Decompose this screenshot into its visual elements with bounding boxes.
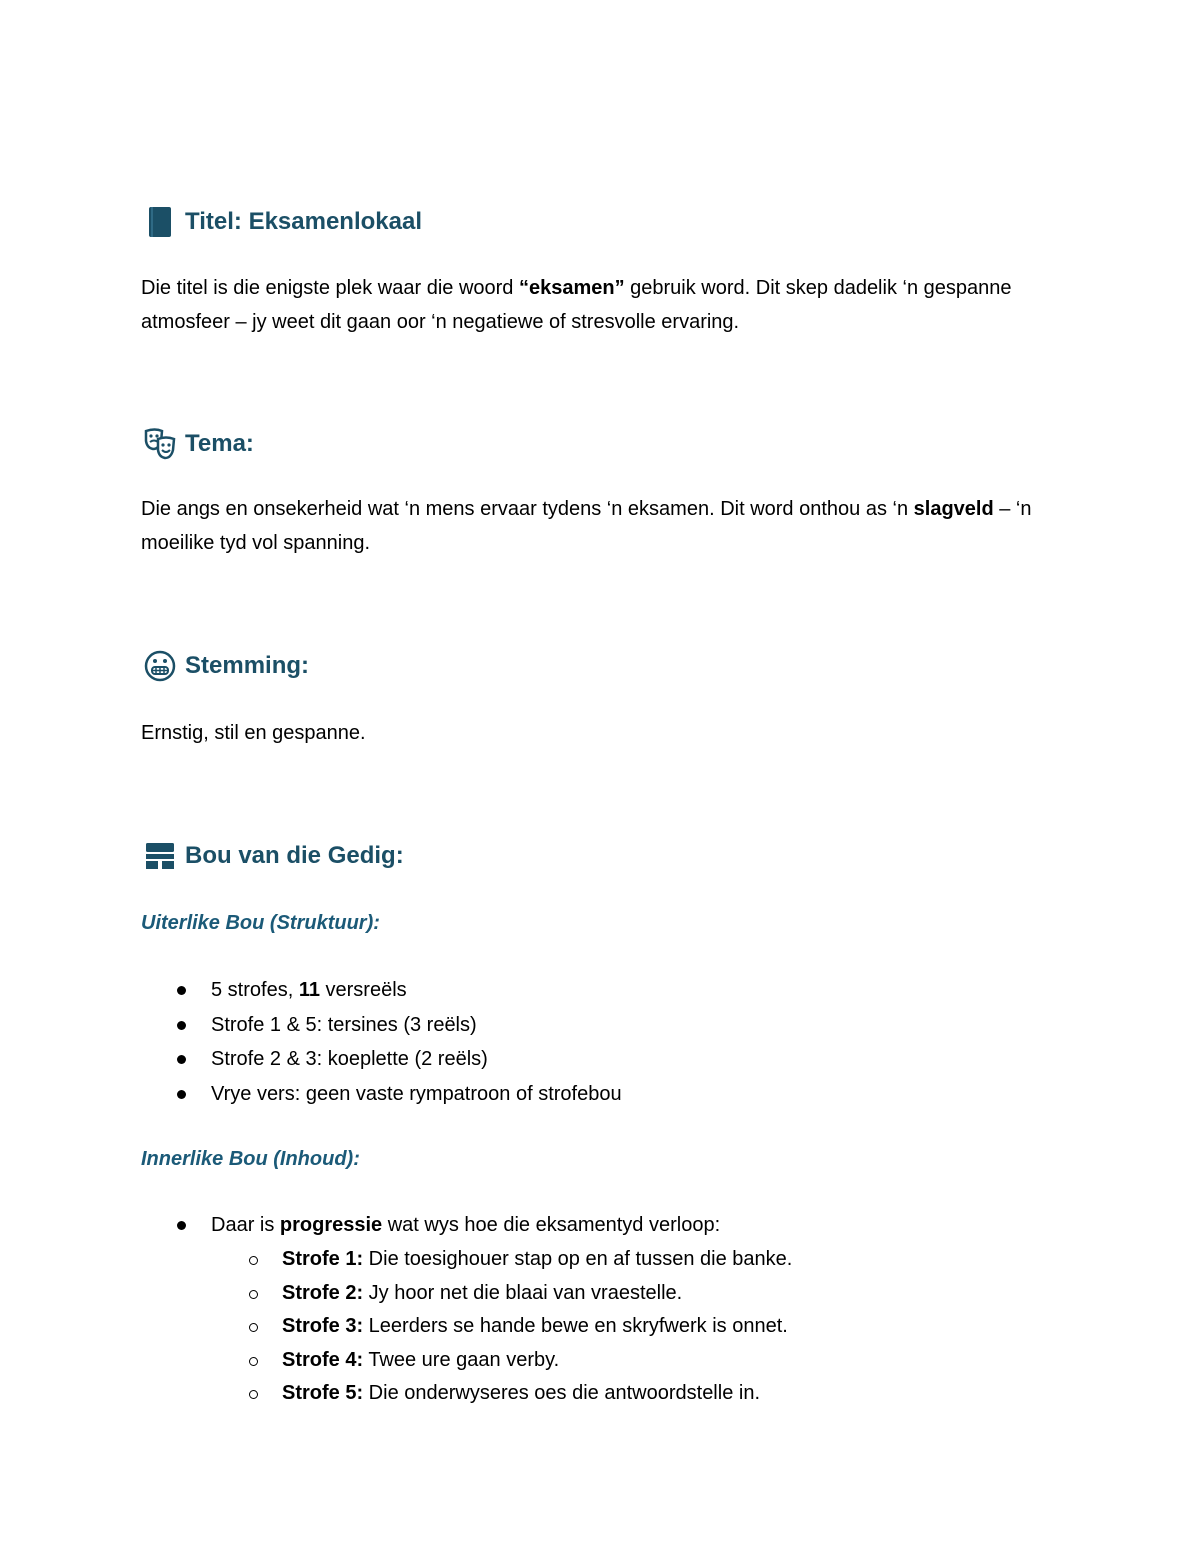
heading-tema — [143, 427, 254, 461]
list-item: Strofe 1 & 5: tersines (3 reëls) — [141, 1008, 622, 1043]
list-item: Vrye vers: geen vaste rympatroon of strofebou — [141, 1077, 622, 1112]
grimacing-face-icon — [143, 649, 177, 683]
sublist-item: Strofe 2: Jy hoor net die blaai van vraestelle. — [141, 1277, 792, 1311]
subheading-uiterlike-bou: Uiterlike Bou (Struktuur): — [141, 912, 380, 934]
innerlike-bou-list — [141, 1208, 720, 1243]
list-item: 5 strofes, 11 versreëls — [141, 973, 622, 1008]
subheading-innerlike-bou: Innerlike Bou (Inhoud): — [141, 1148, 360, 1170]
strofe-sublist — [141, 1243, 792, 1411]
theatre-masks-icon — [143, 427, 177, 461]
heading-tema-text: Tema: — [185, 430, 254, 457]
heading-titel-text: Titel: Eksamenlokaal — [185, 208, 422, 235]
sublist-item: Strofe 4: Twee ure gaan verby. — [141, 1344, 792, 1378]
sublist-item: Strofe 5: Die onderwyseres oes die antwoordstelle in. — [141, 1377, 792, 1411]
building-icon — [143, 839, 177, 873]
bold-slagveld: slagveld — [913, 498, 994, 520]
uiterlike-bou-list — [141, 973, 622, 1111]
heading-bou-text: Bou van die Gedig: — [185, 842, 404, 869]
bold-eksamen: “eksamen” — [518, 277, 625, 299]
list-item: Daar is progressie wat wys hoe die eksamentyd verloop: — [141, 1208, 720, 1243]
heading-stemming — [143, 649, 309, 683]
book-icon — [143, 205, 177, 239]
list-item: Strofe 2 & 3: koeplette (2 reëls) — [141, 1042, 622, 1077]
sublist-item: Strofe 3: Leerders se hande bewe en skryfwerk is onnet. — [141, 1310, 792, 1344]
heading-stemming-text: Stemming: — [185, 652, 310, 679]
heading-titel — [143, 205, 422, 239]
sublist-item: Strofe 1: Die toesighouer stap op en af tussen die banke. — [141, 1243, 792, 1277]
paragraph-tema: Die angs en onsekerheid wat ‘n mens ervaar tydens ‘n eksamen. Dit word onthou as ‘n slagveld – ‘n moeilike tyd vol spanning. — [141, 498, 1032, 554]
heading-bou — [143, 839, 404, 873]
paragraph-titel: Die titel is die enigste plek waar die woord “eksamen” gebruik word. Dit skep dadelik ‘n gespanne atmosfeer – jy weet dit gaan oor ‘n negatiewe of stresvolle ervaring. — [141, 277, 1012, 333]
paragraph-stemming: Ernstig, stil en gespanne. — [141, 722, 366, 744]
